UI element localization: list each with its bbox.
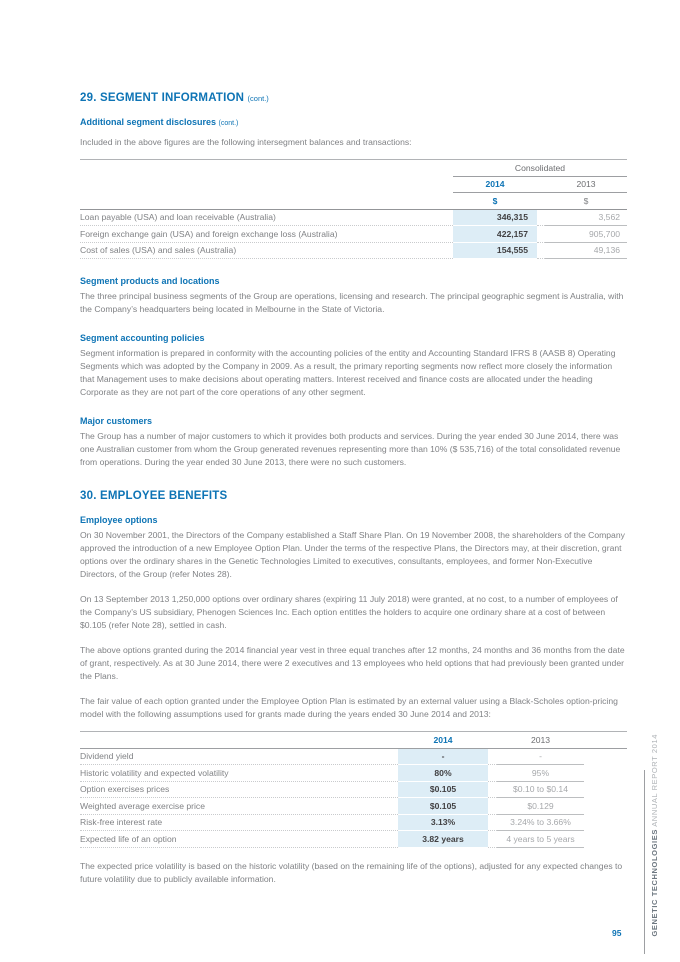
table-row bbox=[80, 209, 627, 226]
employee-options-heading: Employee options bbox=[80, 515, 158, 525]
value-2013: $0.10 to $0.14 bbox=[497, 781, 584, 798]
table-row bbox=[80, 831, 627, 848]
value-2014: 80% bbox=[398, 765, 488, 782]
column-header-2014: 2014 bbox=[398, 732, 488, 749]
row-label: Loan payable (USA) and loan receivable (Australia) bbox=[80, 209, 453, 226]
value-2013: 95% bbox=[497, 765, 584, 782]
row-label: Dividend yield bbox=[80, 748, 398, 765]
section-29-title: 29. SEGMENT INFORMATION bbox=[80, 92, 245, 104]
sidebar-vertical-text bbox=[650, 734, 659, 937]
value-2013: - bbox=[497, 748, 584, 765]
value-2013: 49,136 bbox=[545, 242, 627, 259]
value-2013: 905,700 bbox=[545, 226, 627, 243]
value-2014: 422,157 bbox=[453, 226, 537, 243]
sidebar-report-text: ANNUAL REPORT 2014 bbox=[650, 733, 659, 829]
table-row bbox=[80, 748, 627, 765]
products-locations-heading: Segment products and locations bbox=[80, 276, 220, 286]
disclosures-cont-note: (cont.) bbox=[218, 120, 239, 127]
table-year-header-row bbox=[80, 176, 627, 193]
section-29-heading bbox=[80, 92, 627, 104]
value-2014: $0.105 bbox=[398, 798, 488, 815]
currency-symbol-2014: $ bbox=[453, 193, 537, 210]
row-label: Risk-free interest rate bbox=[80, 814, 398, 831]
table-row bbox=[80, 814, 627, 831]
intersegment-intro: Included in the above figures are the following intersegment balances and transactions: bbox=[80, 137, 412, 147]
value-2014: $0.105 bbox=[398, 781, 488, 798]
major-customers-body: The Group has a number of major customers to which it provides both products and services. During the year ended 30 June 2014, there was one Australian customer from whom the Group generated revenues representing more than 10% ($ 535,716) of the total consolidated revenue from operations. During the year ended 30 June 2013, there were no such customers. bbox=[80, 431, 621, 467]
table-row bbox=[80, 765, 627, 782]
value-2014: 346,315 bbox=[453, 209, 537, 226]
value-2014: - bbox=[398, 748, 488, 765]
table-group-header-row bbox=[80, 160, 627, 177]
column-header-2013: 2013 bbox=[497, 732, 584, 749]
column-header-2013: 2013 bbox=[545, 176, 627, 193]
section-29-cont-note: (cont.) bbox=[247, 94, 269, 103]
employee-options-paragraph: The fair value of each option granted under the Employee Option Plan is estimated by an external valuer using a Black-Scholes option-pricing model with the following assumptions used for grants made during the years ended 30 June 2014 and 2013: bbox=[80, 696, 618, 719]
accounting-policies-body: Segment information is prepared in conformity with the accounting policies of the entity and Accounting Standard IFRS 8 (AASB 8) Operating Segments which was adopted by the Company in 2009. As a result, the primary reporting segments now reflect more closely the information that Management uses to make decisions about operating matters. Interest received and finance costs are allocated under the heading Corporate as they are not part of the core operations of any other segment. bbox=[80, 348, 616, 397]
value-2013: 3.24% to 3.66% bbox=[497, 814, 584, 831]
accounting-policies-heading: Segment accounting policies bbox=[80, 333, 205, 343]
table-row bbox=[80, 242, 627, 259]
value-2013: 4 years to 5 years bbox=[497, 831, 584, 848]
value-2013: 3,562 bbox=[545, 209, 627, 226]
table-currency-row bbox=[80, 193, 627, 210]
row-label: Cost of sales (USA) and sales (Australia) bbox=[80, 242, 453, 259]
value-2014: 3.13% bbox=[398, 814, 488, 831]
value-2014: 154,555 bbox=[453, 242, 537, 259]
disclosures-title: Additional segment disclosures bbox=[80, 117, 217, 127]
row-label: Expected life of an option bbox=[80, 831, 398, 848]
value-2013: $0.129 bbox=[497, 798, 584, 815]
row-label: Foreign exchange gain (USA) and foreign exchange loss (Australia) bbox=[80, 226, 453, 243]
volatility-closing-paragraph: The expected price volatility is based on the historic volatility (based on the remaining life of the options), adjusted for any expected changes to future volatility due to publicly available information. bbox=[80, 860, 623, 884]
currency-symbol-2013: $ bbox=[545, 193, 627, 210]
row-label: Historic volatility and expected volatility bbox=[80, 765, 398, 782]
products-locations-body: The three principal business segments of the Group are operations, licensing and research. The principal geographic segment is Australia, with the Company’s headquarters being located in Melbourne in the State of Victoria. bbox=[80, 291, 624, 314]
employee-options-paragraph: The above options granted during the 2014 financial year vest in three equal tranches after 12 months, 24 months and 36 months from the date of grant, respectively. As at 30 June 2014, there were 2 executives and 13 employees who held options that had previously been granted under the Plans. bbox=[80, 645, 625, 681]
value-2014: 3.82 years bbox=[398, 831, 488, 848]
employee-options-paragraph: On 13 September 2013 1,250,000 options over ordinary shares (expiring 11 July 2018) were granted, at no cost, to a number of employees of the Company’s US subsidiary, Phenogen Sciences Inc. Each option entitles the holders to acquire one ordinary share at a cost of between $0.105 (refer Note 28), settled in cash. bbox=[80, 594, 618, 630]
table-row bbox=[80, 781, 627, 798]
sidebar-brand-text: GENETIC TECHNOLOGIES bbox=[650, 828, 659, 936]
table-row bbox=[80, 226, 627, 243]
major-customers-heading: Major customers bbox=[80, 416, 153, 426]
disclosures-heading bbox=[80, 117, 627, 127]
page-number: 95 bbox=[612, 928, 622, 938]
row-label: Weighted average exercise price bbox=[80, 798, 398, 815]
employee-options-paragraph: On 30 November 2001, the Directors of the Company established a Staff Share Plan. On 19 November 2008, the shareholders of the Company approved the introduction of a new Employee Option Plan. Under the terms of the respective Plans, the Directors may, at their discretion, grant options over the ordinary shares in the Genetic Technologies Limited to executives, consultants, employees, and former Non-Executive Directors, of the Group (refer Notes 28). bbox=[80, 530, 625, 579]
table-row bbox=[80, 798, 627, 815]
section-30-heading: 30. EMPLOYEE BENEFITS bbox=[80, 490, 228, 502]
sidebar-divider bbox=[644, 770, 645, 954]
intersegment-table bbox=[80, 159, 627, 259]
table-year-header-row bbox=[80, 732, 627, 749]
column-header-2014: 2014 bbox=[453, 176, 537, 193]
consolidated-header: Consolidated bbox=[453, 160, 627, 177]
row-label: Option exercises prices bbox=[80, 781, 398, 798]
page-content bbox=[80, 92, 627, 886]
assumptions-table bbox=[80, 731, 627, 848]
